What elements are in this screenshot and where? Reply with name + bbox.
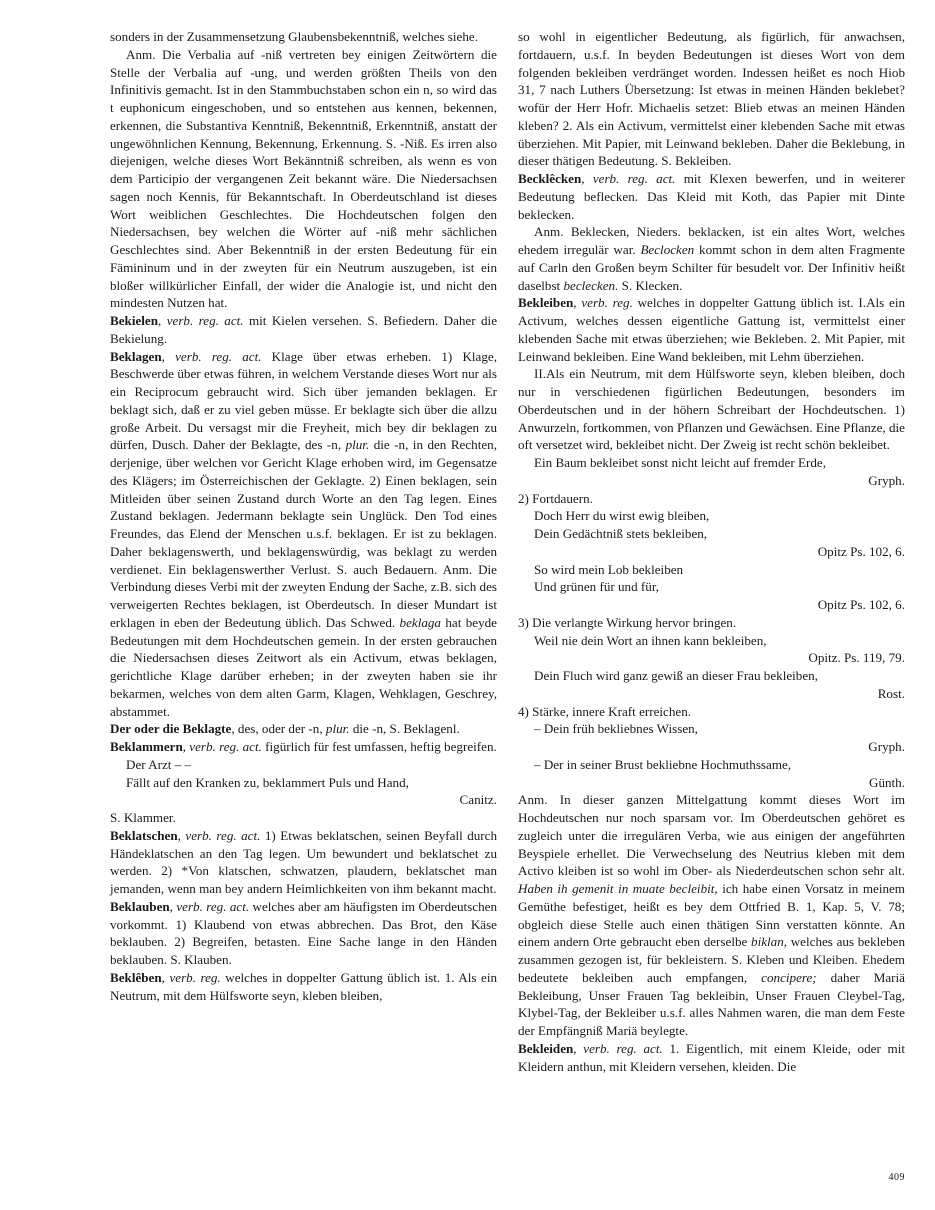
verse-line: – Dein früh bekliebnes Wissen, bbox=[534, 721, 698, 737]
verse-line: Dein Fluch wird ganz gewiß an dieser Frau bekleiben, bbox=[534, 668, 818, 683]
sense-heading: 2) Fortdauern. bbox=[518, 490, 593, 506]
note-paragraph bbox=[518, 791, 905, 1040]
verse-line: Der Arzt – – bbox=[126, 756, 192, 772]
verse-line: Ein Baum bekleibet sonst nicht leicht auf fremder Erde, bbox=[534, 455, 826, 470]
headword: Beklêben bbox=[110, 969, 162, 985]
verse-quote bbox=[518, 454, 905, 490]
plural-label: plur. bbox=[345, 437, 370, 453]
entry-continuation: sonders in der Zusammensetzung Glaubensbekenntniß, welches siehe. bbox=[110, 29, 478, 44]
verse-line: So wird mein Lob bekleiben bbox=[534, 561, 684, 577]
entry-beklammern: Beklammern, verb. reg. act. figürlich für fest umfassen, heftig begreifen. bbox=[110, 739, 497, 754]
right-column bbox=[518, 28, 905, 1075]
old-form: beclecken. bbox=[563, 277, 619, 293]
headword: Beklauben bbox=[110, 898, 170, 914]
definition: mit Klexen bewerfen, und in weiterer Bedeutung beflecken. Das Kleid mit Koth, das Papier mit Dinte beklecken. bbox=[518, 171, 905, 222]
note-text: daher Mariä Bekleibung, Unser Frauen Tag bekleibin, Unser Frauen Cleybel-Tag, Klybel-Tag, der Bekleiber u.s.f. alles Nahmen waren, die man dem Feste der Empfängniß Mariä beylegte. bbox=[518, 969, 905, 1038]
quote-source: Opitz. Ps. 119, 79. bbox=[808, 650, 905, 666]
latin-word: concipere; bbox=[761, 969, 817, 985]
sense-heading: 4) Stärke, innere Kraft erreichen. bbox=[518, 703, 692, 719]
definition: welches in doppelter Gattung üblich ist. 1. Als ein Neutrum, mit dem Hülfsworte seyn, kleben bleiben, bbox=[110, 969, 498, 1003]
definition: Klage über etwas erheben. 1) Klage, Beschwerde über etwas führen, in welchem Verstande dieses Wort nur als ein Reciprocum gebraucht wird. Sich über jemanden beklagen. Er beklagt sich, daß er zu viel geben müsse. Er beklagte sich über die allzu große Arbeit. Du versagst mir die Freyheit, mich bey dir beklagen zu dürfen, Dusch. Daher der Beklagte, des -n, bbox=[110, 348, 498, 453]
verse-line: Weil nie dein Wort an ihnen kann bekleiben, bbox=[534, 632, 767, 648]
old-form: Beclocken bbox=[640, 242, 695, 257]
quote-source: Gryph. bbox=[868, 739, 905, 754]
entry-bekleiden: Bekleiden, verb. reg. act. 1. Eigentlich, mit einem Kleide, oder mit Kleidern anthun, mit Kleidern versehen, kleiden. Die bbox=[518, 1040, 905, 1074]
grammar-label: verb. reg. bbox=[581, 295, 633, 311]
note-text: kommt schon in dem alten Fragmente auf Carln den Großen beym Schilter für besudelt vor. Der Infinitiv heißt daselbst bbox=[518, 242, 905, 293]
verse-line: Und grünen für und für, bbox=[534, 579, 659, 595]
note-text: Anm. In dieser ganzen Mittelgattung kommt dieses Wort im Hochdeutschen nur noch sparsam vor. Im Oberdeutschen gehöret es zugleich unter die irregulären Verba, wie aus einigen der angeführten Beyspiele erhellet. Die Verwechselung des Neutrius kleben mit dem Activo kleiben ist so wohl im Ober- als Niederdeutschen schon sehr alt. bbox=[518, 792, 905, 879]
note-text: ich habe einen Vorsatz in meinem Gemüthe befestiget, heißt es bey dem Ottfried B. 1, Kap. 5, V. 78; obgleich diese Stelle auch einen thätigen Sinn verstatten könnte. An einem andern Orte gebraucht eben derselbe bbox=[518, 881, 905, 950]
headword: Becklêcken bbox=[518, 171, 582, 186]
entry-beklagte bbox=[110, 720, 497, 738]
entry-bekielen: Bekielen, verb. reg. act. mit Kielen versehen. S. Befiedern. Daher die Bekielung. bbox=[110, 313, 498, 346]
verse-line: – Der in seiner Brust bekliebne Hochmuthssame, bbox=[534, 756, 792, 772]
definition: die -n, S. Beklagenl. bbox=[349, 721, 460, 737]
quote-source: Canitz. bbox=[459, 792, 497, 808]
verse-line: Fällt auf den Kranken zu, beklammert Puls und Hand, bbox=[126, 774, 409, 790]
note-text: Anm. Beklecken, Nieders. beklacken, ist ein altes Wort, welches ehedem irregulär war. bbox=[518, 224, 905, 257]
headword: Bekleiben bbox=[518, 295, 574, 311]
verse-quote bbox=[110, 756, 497, 809]
old-quote: Haben ih gemenit in muate becleibit, bbox=[518, 881, 718, 896]
sense-heading: 3) Die verlangte Wirkung hervor bringen. bbox=[518, 614, 737, 630]
swedish-word: beklaga bbox=[399, 614, 441, 630]
grammar-label: verb. reg. act. bbox=[185, 827, 261, 843]
note-text: welches aus bekleben zusammen gezogen ist, für bekleistern. S. Kleben und Kleiben. Ehedem bedeutete bekleiben auch empfangen, bbox=[518, 934, 905, 985]
definition: hat beyde Bedeutungen mit dem Hochdeutschen gemein. In der ersten gebrauchen die Niedersachsen dieses Zeitwort als ein Activum, etwas beklagen, gerichtliche Klage darüber erheben; in der zweyten haben sie ihr bekarmen, welches von dem alten Garm, Klagen, Wehklagen, Geschrey, abstammet. bbox=[110, 614, 497, 719]
entry-beklatschen: Beklatschen, verb. reg. act. 1) Etwas beklatschen, seinen Beyfall durch Händeklatschen an den Tag legen. Um bewundert und beklatschet zu werden. 2) *Von klatschen, schwatzen, plaudern, beklatschet man jemanden, wenn man bey andern Heimlichkeiten von ihm bekannt macht. bbox=[110, 827, 498, 896]
page-number: 409 bbox=[888, 1172, 905, 1183]
grammar-label: verb. reg. bbox=[169, 969, 221, 985]
cross-reference: S. Klammer. bbox=[110, 810, 176, 825]
headword: Beklammern bbox=[110, 739, 183, 754]
note-paragraph bbox=[518, 223, 905, 294]
definition: , des, oder der -n, bbox=[231, 721, 326, 737]
entry-beklagen: Beklagen, verb. reg. act. Klage über etwas erheben. 1) Klage, Beschwerde über etwas führen, in welchem Verstande dieses Wort nur als ein Reciprocum gebraucht wird. Sich über jemanden beklagen. Er beklagt sich, daß er zu viel geben müsse. Er beklagte sich über die allzu große Arbeit. Du versagst mir die Freyheit, mich bey dir beklagen zu dürfen, Dusch. Daher der Beklagte, des -n, plur. die -n, in den Rechten, derjenige, über welchen vor Gericht Klage erhoben wird, im Gegensatze des Klägers; im Österreichischen der Geklagte. 2) Einen beklagen, sein Mitleiden über seinen Zustand durch Worte an den Tag legen. Eines Zustand beklagen. Jedermann beklagte sein Unglück. Den Tod eines Freundes, das Elend der Menschen u.s.f. beklagen. Er ist zu beklagen. Daher beklagenswerth, und beklagenswürdig, was beklagt zu werden verdienet. Ein beklagenswerther Verlust. S. auch Bedauern. Anm. Die Verbindung dieses Verbi mit der zweyten Endung der Sache, z.B. sich des verweigerten Rechtes beklagen, ist Oberdeutsch. In dieser Mundart ist erklagen in eben der Bedeutung üblich. Das Schwed. beklaga hat beyde Bedeutungen mit dem Hochdeutschen gemein. In der ersten gebrauchen die Niedersachsen dieses Zeitwort als ein Activum, etwas beklagen, gerichtliche Klage darüber erheben; in der zweyten haben sie ihr bekarmen, welches von dem alten Garm, Klagen, Wehklagen, Geschrey, abstammet. bbox=[110, 348, 498, 719]
grammar-label: verb. reg. act. bbox=[189, 739, 262, 754]
headword: Bekleiden bbox=[518, 1040, 574, 1056]
grammar-label: verb. reg. act. bbox=[175, 348, 262, 364]
quote-source: Günth. bbox=[868, 774, 905, 790]
grammar-label: verb. reg. act. bbox=[583, 1040, 663, 1056]
headword: Bekielen bbox=[110, 313, 159, 328]
quote-source: Opitz Ps. 102, 6. bbox=[817, 597, 905, 612]
headword: Der oder die Beklagte bbox=[110, 721, 232, 737]
entry-continuation: so wohl in eigentlicher Bedeutung, als figürlich, für anwachsen, fortdauern, u.s.f. In beyden Bedeutungen ist dieses Wort von dem folgenden bekleiben verdränget worden. Indessen heißet es noch Hiob 31, 7 nach Luthers Übersetzung: Ist etwas in meinen Händen beklebet? wofür der Herr Hofr. Michaelis setzet: Blieb etwas an meinen Händen kleben? 2. Als ein Activum, vermittelst einer klebenden Sache mit etwas überziehen. Mit Papier, mit Leinwand bekleben. Daher die Beklebung, in dieser thätigen Bedeutung. S. Bekleiben. bbox=[518, 29, 905, 169]
entry-bekleben: Beklêben, verb. reg. welches in doppelter Gattung üblich ist. 1. Als ein Neutrum, mit dem Hülfsworte seyn, kleben bleiben, bbox=[110, 969, 498, 1003]
verse-quote bbox=[518, 632, 905, 703]
quote-source: Opitz Ps. 102, 6. bbox=[817, 543, 905, 559]
definition: welches in doppelter Gattung üblich ist. I.Als ein Activum, welches dessen eigentliche Gattung ist, vermittelst einer klebenden Sache mit etwas überziehen; wie Bekleben. 2. Mit Papier, mit Leinwand bekleiben. Eine Wand bekleiben, mit Lehm überziehen. bbox=[518, 295, 906, 364]
note-paragraph: Anm. Die Verbalia auf -niß vertreten bey einigen Zeitwörtern die Stelle der Verbalia auf -ung, und werden größten Theils von den Infinitivis gemacht. Ist in den Stammbuchstaben schon ein n, so wird das t euphonicum eingeschoben, und so entstehen aus kennen, bekennen, erkennen, die Substantiva Kenntniß, Bekenntniß, Erkenntniß, anstatt der ungewöhnlichen Kennung, Bekennung, Erkennung. S. -Niß. Es irren also diejenigen, welche dieses Wort Bekänntniß schreiben, als wenn es von dem Participio der vergangenen Zeit bekannt wäre. Die Niedersachsen sagen noch Kennis, für Bekanntschaft. In Oberdeutschland ist dieses Wort weiblichen Geschlechtes. Die Hochdeutschen folgen den Niedersachsen, bey welchen die Wörter auf -niß mehr sächlichen Geschlechtes sind. Aber Bekenntniß in der ersten Bedeutung für ein Fämininum und in der zweyten für ein Neutrum auszugeben, ist ein bloßer willkürlicher Einfall, der wider die Analogie ist, und nicht den mindesten Nutzen hat. bbox=[110, 46, 497, 311]
entry-beklecken: Becklêcken, verb. reg. act. mit Klexen bewerfen, und in weiterer Bedeutung beflecken. Das Kleid mit Koth, das Papier mit Dinte beklecken. bbox=[518, 171, 905, 222]
headword: Beklatschen bbox=[110, 827, 178, 843]
definition: mit Kielen versehen. S. Befiedern. Daher die Bekielung. bbox=[110, 313, 498, 346]
definition: 1. Eigentlich, mit einem Kleide, oder mit Kleidern anthun, mit Kleidern versehen, kleiden. Die bbox=[518, 1040, 905, 1074]
old-form: biklan, bbox=[751, 934, 788, 950]
quote-source: Gryph. bbox=[868, 472, 905, 488]
grammar-label: verb. reg. act. bbox=[592, 171, 676, 186]
grammar-label: verb. reg. act. bbox=[166, 313, 244, 328]
verse-quote bbox=[518, 507, 905, 614]
entry-beklauben: Beklauben, verb. reg. act. welches aber am häufigsten im Oberdeutschen vorkommt. 1) Klaubend von etwas abbrechen. Das Brot, den Käse beklauben. 2) Begreifen, betasten. Eine Sache lange in den Händen beklauben. S. Klauben. bbox=[110, 898, 497, 967]
definition: welches aber am häufigsten im Oberdeutschen vorkommt. 1) Klaubend von etwas abbrechen. Das Brot, den Käse beklauben. 2) Begreifen, betasten. Eine Sache lange in den Händen beklauben. S. Klauben. bbox=[110, 898, 497, 967]
sense-paragraph: II.Als ein Neutrum, mit dem Hülfsworte seyn, kleben bleiben, doch nur in verschiedenen figürlichen Bedeutungen, besonders im Oberdeutschen und in der höhern Schreibart der Hochdeutschen. 1) Anwurzeln, fortkommen, von Pflanzen und Gewächsen. Eine Pflanze, die oft versetzet wird, bekleibet nicht. Der Zweig ist recht schön bekleibet. bbox=[518, 366, 905, 453]
verse-quote bbox=[518, 720, 905, 791]
verse-line: Doch Herr du wirst ewig bleiben, bbox=[534, 508, 710, 524]
entry-bekleiben: Bekleiben, verb. reg. welches in doppelter Gattung üblich ist. I.Als ein Activum, welches dessen eigentliche Gattung ist, vermittelst einer klebenden Sache mit etwas überziehen; wie Bekleben. 2. Mit Papier, mit Leinwand bekleiben. Eine Wand bekleiben, mit Lehm überziehen. bbox=[518, 295, 906, 364]
definition: figürlich für fest umfassen, heftig begreifen. bbox=[261, 739, 497, 754]
verse-line: Dein Gedächtniß stets bekleiben, bbox=[534, 526, 708, 541]
note-text: S. Klecken. bbox=[618, 277, 683, 293]
plural-label: plur. bbox=[325, 721, 350, 737]
grammar-label: verb. reg. act. bbox=[176, 898, 250, 914]
quote-source: Rost. bbox=[877, 685, 905, 701]
headword: Beklagen bbox=[110, 348, 162, 364]
definition: die -n, in den Rechten, derjenige, über welchen vor Gericht Klage erhoben wird, im Gegensatze des Klägers; im Österreichischen der Geklagte. 2) Einen beklagen, sein Mitleiden über seinen Zustand durch Worte an den Tag legen. Eines Zustand beklagen. Jedermann beklagte sein Unglück. Den Tod eines Freundes, das Elend der Menschen u.s.f. beklagen. Er ist zu beklagen. Daher beklagenswerth, und beklagenswürdig, was beklagt zu werden verdienet. Ein beklagenswerther Verlust. S. auch Bedauern. Anm. Die Verbindung dieses Verbi mit der zweyten Endung der Sache, z.B. sich des verweigerten Rechtes beklagen, ist Oberdeutsch. In dieser Mundart ist erklagen in eben der Bedeutung üblich. Das Schwed. bbox=[110, 437, 497, 630]
definition: 1) Etwas beklatschen, seinen Beyfall durch Händeklatschen an den Tag legen. Um bewundert und beklatschet zu werden. 2) *Von klatschen, schwatzen, plaudern, beklatschet man jemanden, wenn man bey andern Heimlichkeiten von ihm bekannt macht. bbox=[110, 827, 498, 896]
left-column bbox=[110, 28, 497, 1004]
